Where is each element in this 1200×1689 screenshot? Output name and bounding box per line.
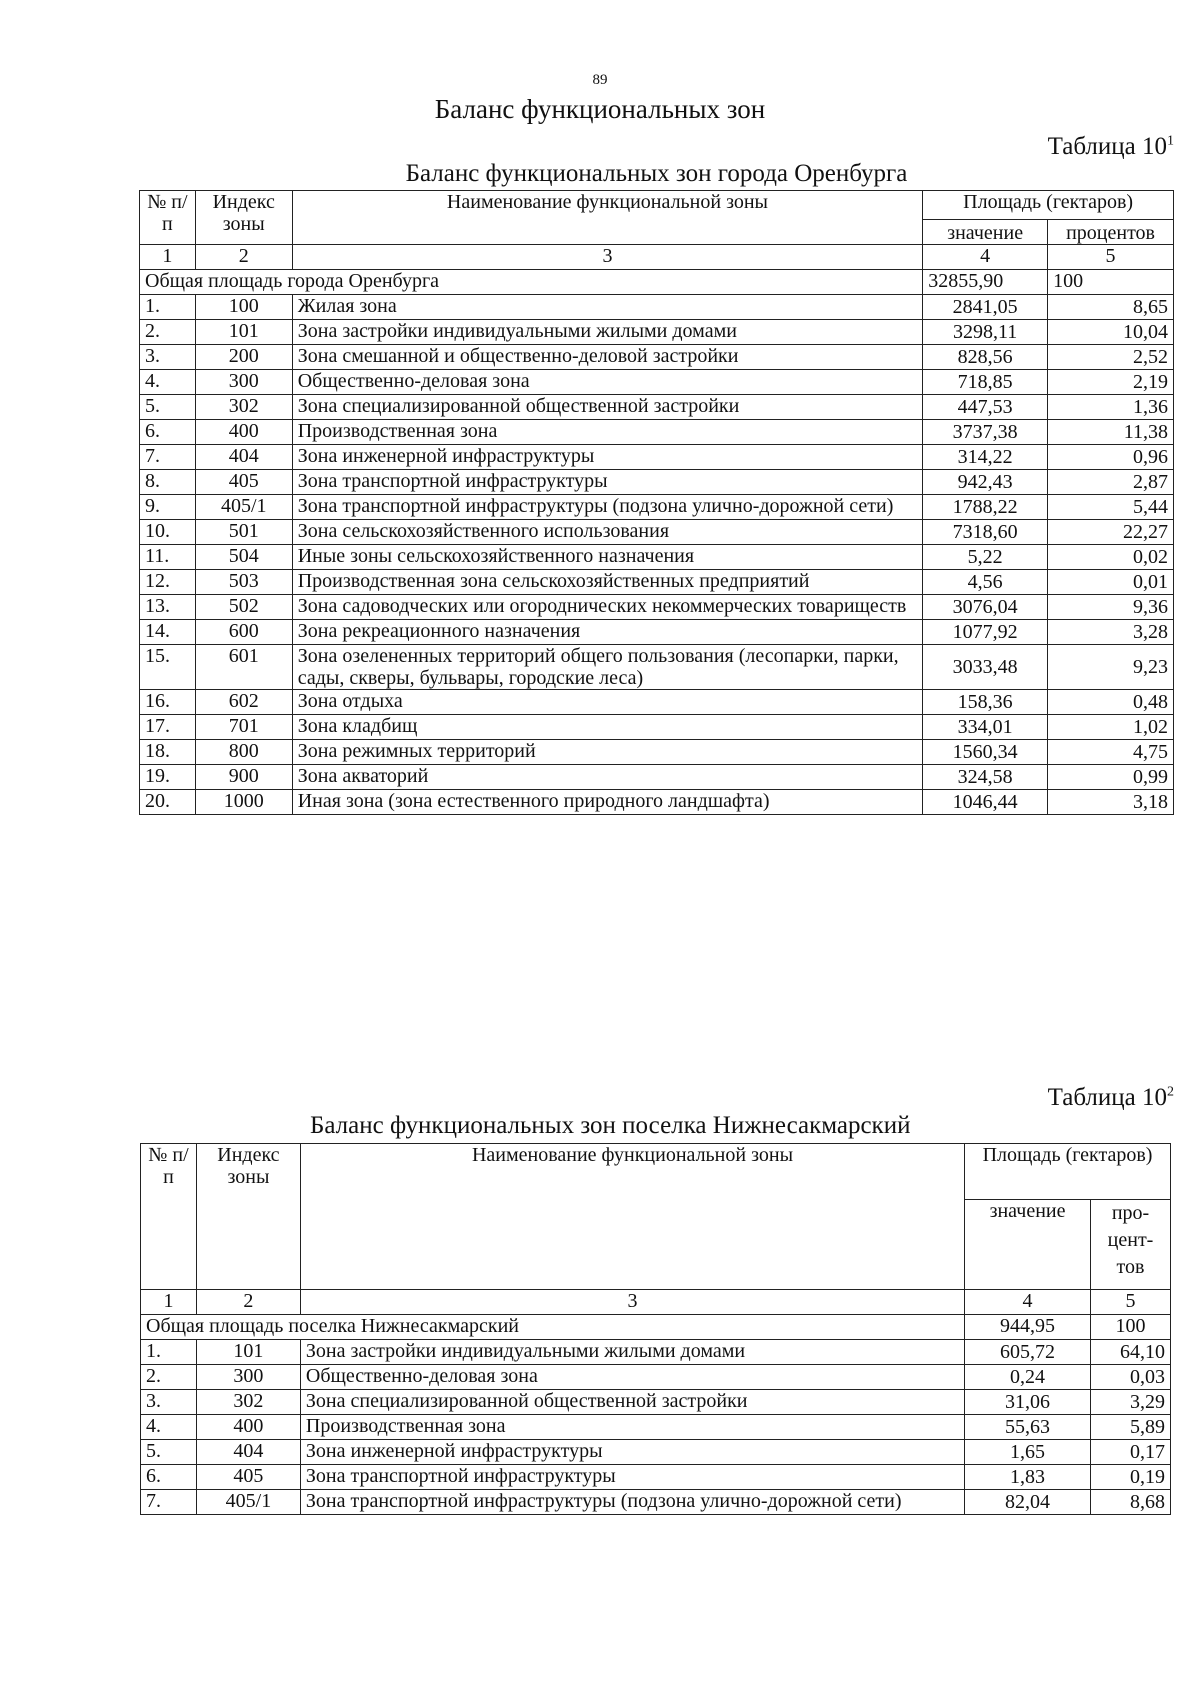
row-value: 1077,92 — [923, 620, 1048, 645]
row-percent: 9,23 — [1048, 645, 1174, 690]
row-value: 5,22 — [923, 545, 1048, 570]
row-name: Зона специализированной общественной застройки — [300, 1390, 964, 1415]
row-name: Зона специализированной общественной застройки — [292, 395, 923, 420]
row-percent: 1,36 — [1048, 395, 1174, 420]
row-num: 12. — [140, 570, 196, 595]
row-value: 334,01 — [923, 715, 1048, 740]
row-percent: 0,01 — [1048, 570, 1174, 595]
row-index: 101 — [195, 320, 292, 345]
table-row — [140, 470, 1174, 495]
table-row — [140, 570, 1174, 595]
row-index: 400 — [195, 420, 292, 445]
table-row — [140, 445, 1174, 470]
table-row — [140, 595, 1174, 620]
row-index: 302 — [196, 1390, 300, 1415]
header-num: № п/п — [141, 1144, 197, 1290]
row-index: 504 — [195, 545, 292, 570]
row-num: 6. — [140, 420, 196, 445]
row-num: 1. — [140, 295, 196, 320]
row-percent: 0,02 — [1048, 545, 1174, 570]
table1 — [139, 190, 1174, 815]
row-value: 3737,38 — [923, 420, 1048, 445]
row-num: 5. — [141, 1440, 197, 1465]
row-num: 16. — [140, 690, 196, 715]
table-row — [140, 295, 1174, 320]
row-name: Зона транспортной инфраструктуры (подзона улично-дорожной сети) — [300, 1490, 964, 1515]
row-percent: 0,19 — [1091, 1465, 1171, 1490]
row-num: 2. — [140, 320, 196, 345]
row-percent: 5,89 — [1091, 1415, 1171, 1440]
table2-label: Таблица $10^2$ — [1047, 1084, 1174, 1111]
row-value: 1560,34 — [923, 740, 1048, 765]
colnum-3: 3 — [292, 245, 923, 270]
row-index: 300 — [196, 1365, 300, 1390]
row-index: 404 — [196, 1440, 300, 1465]
row-value: 2841,05 — [923, 295, 1048, 320]
row-percent: 0,48 — [1048, 690, 1174, 715]
row-name: Зона застройки индивидуальными жилыми домами — [300, 1340, 964, 1365]
table-row — [141, 1415, 1171, 1440]
row-num: 7. — [140, 445, 196, 470]
row-index: 900 — [195, 765, 292, 790]
row-value: 324,58 — [923, 765, 1048, 790]
row-index: 701 — [195, 715, 292, 740]
row-index: 602 — [195, 690, 292, 715]
row-value: 314,22 — [923, 445, 1048, 470]
row-percent: 3,28 — [1048, 620, 1174, 645]
header-percent: процентов — [1048, 220, 1174, 245]
row-name: Зона инженерной инфраструктуры — [292, 445, 923, 470]
row-name: Зона смешанной и общественно-деловой застройки — [292, 345, 923, 370]
total-percent: 100 — [1048, 270, 1174, 295]
row-num: 13. — [140, 595, 196, 620]
row-name: Зона кладбищ — [292, 715, 923, 740]
row-percent: 10,04 — [1048, 320, 1174, 345]
table2-header-row — [141, 1144, 1171, 1200]
row-num: 8. — [140, 470, 196, 495]
colnum-5: 5 — [1091, 1290, 1171, 1315]
row-value: 82,04 — [965, 1490, 1091, 1515]
table1-header-row — [140, 191, 1174, 220]
row-value: 447,53 — [923, 395, 1048, 420]
table-row — [140, 715, 1174, 740]
table2-title: Баланс функциональных зон поселка Нижнесакмарский — [310, 1112, 911, 1139]
row-value: 1,65 — [965, 1440, 1091, 1465]
row-percent: 0,17 — [1091, 1440, 1171, 1465]
header-num: № п/п — [140, 191, 196, 245]
colnum-1: 1 — [140, 245, 196, 270]
row-num: 4. — [140, 370, 196, 395]
row-percent: 22,27 — [1048, 520, 1174, 545]
row-num: 5. — [140, 395, 196, 420]
table-row — [140, 790, 1174, 815]
row-percent: 5,44 — [1048, 495, 1174, 520]
row-value: 605,72 — [965, 1340, 1091, 1365]
row-percent: 4,75 — [1048, 740, 1174, 765]
row-num: 9. — [140, 495, 196, 520]
row-value: 828,56 — [923, 345, 1048, 370]
colnum-1: 1 — [141, 1290, 197, 1315]
table-row — [140, 620, 1174, 645]
table1-title: Баланс функциональных зон города Оренбурга — [405, 160, 908, 187]
row-value: 1046,44 — [923, 790, 1048, 815]
row-value: 4,56 — [923, 570, 1048, 595]
row-index: 601 — [195, 645, 292, 690]
row-index: 302 — [195, 395, 292, 420]
row-index: 200 — [195, 345, 292, 370]
table1-colnum-row — [140, 245, 1174, 270]
row-percent: 8,68 — [1091, 1490, 1171, 1515]
row-index: 405 — [196, 1465, 300, 1490]
row-value: 55,63 — [965, 1415, 1091, 1440]
colnum-5: 5 — [1048, 245, 1174, 270]
row-num: 15. — [140, 645, 196, 690]
table-row — [141, 1365, 1171, 1390]
row-name: Жилая зона — [292, 295, 923, 320]
row-num: 19. — [140, 765, 196, 790]
row-name: Зона озелененных территорий общего пользования (лесопарки, парки, сады, скверы, бульвары, городские леса) — [292, 645, 923, 690]
table-row — [140, 520, 1174, 545]
row-percent: 0,99 — [1048, 765, 1174, 790]
row-percent: 0,96 — [1048, 445, 1174, 470]
row-index: 502 — [195, 595, 292, 620]
total-value: 944,95 — [965, 1315, 1091, 1340]
row-name: Иные зоны сельскохозяйственного назначения — [292, 545, 923, 570]
row-value: 1788,22 — [923, 495, 1048, 520]
row-name: Зона инженерной инфраструктуры — [300, 1440, 964, 1465]
row-num: 14. — [140, 620, 196, 645]
table1-total-row — [140, 270, 1174, 295]
row-index: 101 — [196, 1340, 300, 1365]
table2-colnum-row — [141, 1290, 1171, 1315]
row-name: Зона транспортной инфраструктуры — [300, 1465, 964, 1490]
total-label: Общая площадь города Оренбурга — [140, 270, 923, 295]
row-value: 3033,48 — [923, 645, 1048, 690]
row-value: 7318,60 — [923, 520, 1048, 545]
table-row — [140, 765, 1174, 790]
row-percent: 1,02 — [1048, 715, 1174, 740]
header-value: значение — [923, 220, 1048, 245]
total-percent: 100 — [1091, 1315, 1171, 1340]
row-value: 3298,11 — [923, 320, 1048, 345]
colnum-4: 4 — [923, 245, 1048, 270]
row-num: 11. — [140, 545, 196, 570]
row-num: 20. — [140, 790, 196, 815]
header-area: Площадь (гектаров) — [923, 191, 1174, 220]
row-index: 800 — [195, 740, 292, 765]
total-value: 32855,90 — [923, 270, 1048, 295]
table-row — [141, 1390, 1171, 1415]
row-index: 1000 — [195, 790, 292, 815]
row-percent: 3,29 — [1091, 1390, 1171, 1415]
row-index: 404 — [195, 445, 292, 470]
row-value: 31,06 — [965, 1390, 1091, 1415]
row-name: Иная зона (зона естественного природного ландшафта) — [292, 790, 923, 815]
table-row — [140, 645, 1174, 690]
row-name: Зона акваторий — [292, 765, 923, 790]
row-percent: 64,10 — [1091, 1340, 1171, 1365]
table2-total-row — [141, 1315, 1171, 1340]
header-name: Наименование функциональной зоны — [300, 1144, 964, 1290]
header-name: Наименование функциональной зоны — [292, 191, 923, 245]
header-index: Индекс зоны — [195, 191, 292, 245]
table-row — [141, 1340, 1171, 1365]
table-row — [140, 740, 1174, 765]
table-row — [140, 320, 1174, 345]
row-num: 6. — [141, 1465, 197, 1490]
table-row — [141, 1465, 1171, 1490]
row-name: Зона застройки индивидуальными жилыми домами — [292, 320, 923, 345]
row-index: 600 — [195, 620, 292, 645]
table1-label: Таблица $10^1$ — [1047, 133, 1174, 160]
row-name: Производственная зона — [300, 1415, 964, 1440]
table2 — [140, 1143, 1171, 1515]
row-percent: 2,52 — [1048, 345, 1174, 370]
row-name: Производственная зона — [292, 420, 923, 445]
row-percent: 3,18 — [1048, 790, 1174, 815]
row-num: 1. — [141, 1340, 197, 1365]
row-num: 2. — [141, 1365, 197, 1390]
row-index: 501 — [195, 520, 292, 545]
row-percent: 8,65 — [1048, 295, 1174, 320]
colnum-2: 2 — [195, 245, 292, 270]
table-row — [140, 545, 1174, 570]
row-name: Общественно-деловая зона — [292, 370, 923, 395]
row-name: Зона рекреационного назначения — [292, 620, 923, 645]
row-value: 158,36 — [923, 690, 1048, 715]
row-name: Производственная зона сельскохозяйственных предприятий — [292, 570, 923, 595]
table-row — [141, 1490, 1171, 1515]
header-area: Площадь (гектаров) — [965, 1144, 1171, 1200]
row-index: 405 — [195, 470, 292, 495]
row-index: 503 — [195, 570, 292, 595]
row-percent: 11,38 — [1048, 420, 1174, 445]
row-value: 0,24 — [965, 1365, 1091, 1390]
row-num: 3. — [141, 1390, 197, 1415]
table-row — [141, 1440, 1171, 1465]
row-percent: 0,03 — [1091, 1365, 1171, 1390]
row-value: 1,83 — [965, 1465, 1091, 1490]
colnum-3: 3 — [300, 1290, 964, 1315]
colnum-4: 4 — [965, 1290, 1091, 1315]
header-index: Индекс зоны — [196, 1144, 300, 1290]
row-num: 18. — [140, 740, 196, 765]
table-row — [140, 690, 1174, 715]
row-value: 718,85 — [923, 370, 1048, 395]
row-num: 4. — [141, 1415, 197, 1440]
table-row — [140, 395, 1174, 420]
row-num: 3. — [140, 345, 196, 370]
row-percent: 2,87 — [1048, 470, 1174, 495]
row-index: 400 — [196, 1415, 300, 1440]
table-row — [140, 370, 1174, 395]
row-name: Зона транспортной инфраструктуры — [292, 470, 923, 495]
header-value: значение — [965, 1199, 1091, 1289]
row-index: 405/1 — [195, 495, 292, 520]
row-name: Зона режимных территорий — [292, 740, 923, 765]
header-percent: про-цент-тов — [1091, 1199, 1171, 1289]
main-title: Баланс функциональных зон — [434, 94, 766, 124]
row-name: Зона садоводческих или огороднических некоммерческих товариществ — [292, 595, 923, 620]
table-row — [140, 495, 1174, 520]
row-index: 100 — [195, 295, 292, 320]
table-row — [140, 345, 1174, 370]
table-row — [140, 420, 1174, 445]
row-value: 942,43 — [923, 470, 1048, 495]
row-num: 7. — [141, 1490, 197, 1515]
row-num: 10. — [140, 520, 196, 545]
colnum-2: 2 — [196, 1290, 300, 1315]
row-index: 300 — [195, 370, 292, 395]
row-index: 405/1 — [196, 1490, 300, 1515]
total-label: Общая площадь поселка Нижнесакмарский — [141, 1315, 965, 1340]
row-name: Зона отдыха — [292, 690, 923, 715]
row-percent: 9,36 — [1048, 595, 1174, 620]
row-name: Общественно-деловая зона — [300, 1365, 964, 1390]
row-name: Зона транспортной инфраструктуры (подзона улично-дорожной сети) — [292, 495, 923, 520]
row-value: 3076,04 — [923, 595, 1048, 620]
row-name: Зона сельскохозяйственного использования — [292, 520, 923, 545]
row-percent: 2,19 — [1048, 370, 1174, 395]
page-number: 89 — [592, 72, 608, 88]
row-num: 17. — [140, 715, 196, 740]
